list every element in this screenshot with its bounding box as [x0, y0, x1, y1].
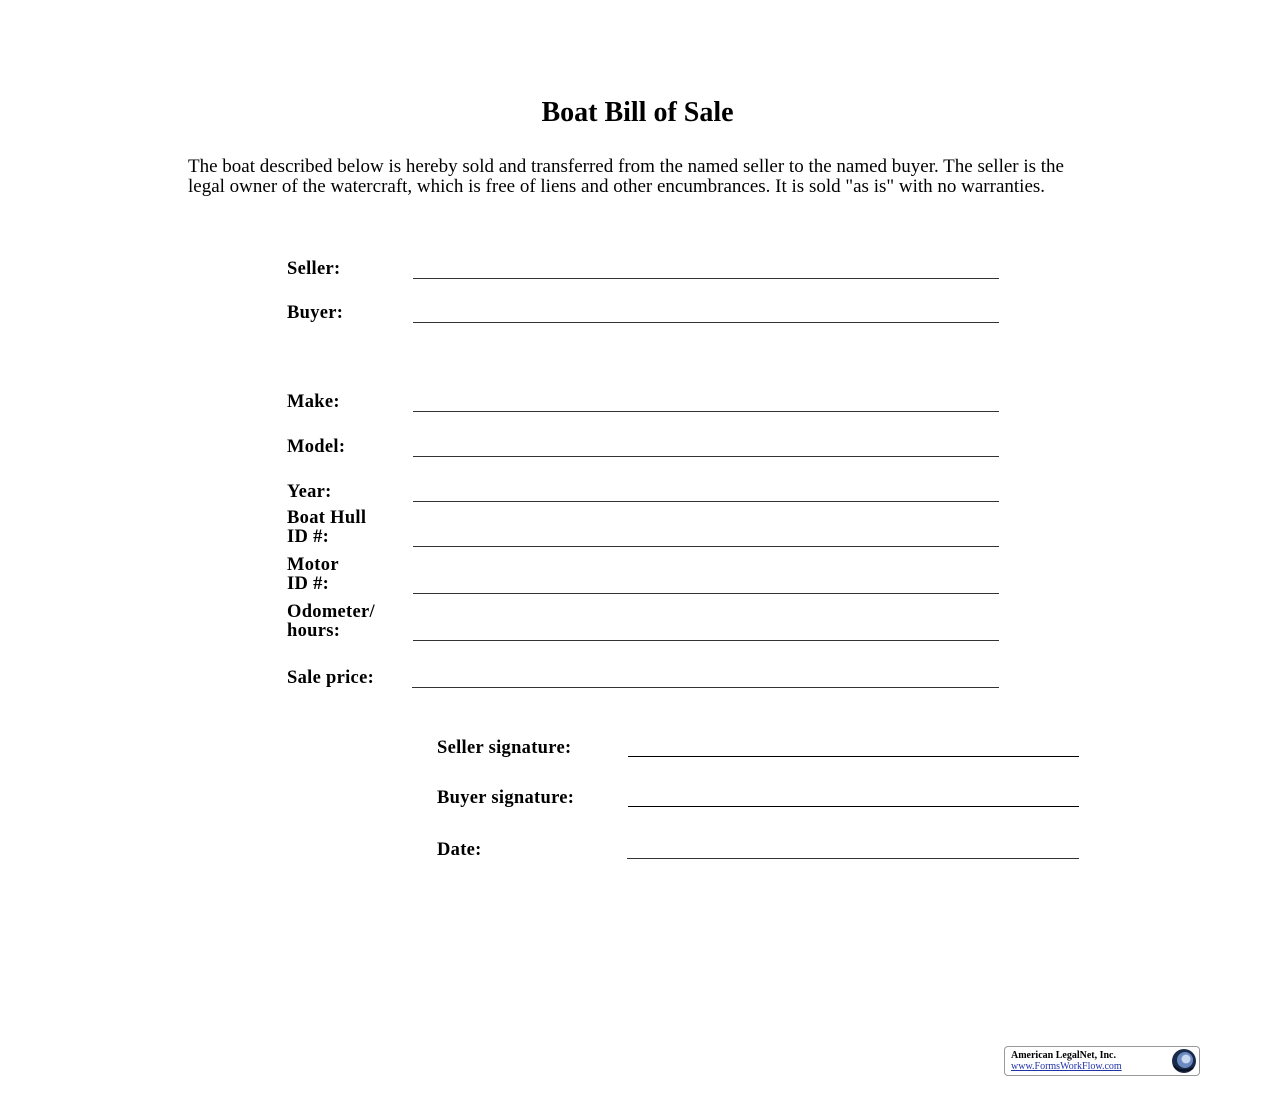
seller-signature-field[interactable] [628, 756, 1079, 757]
year-field[interactable] [413, 501, 999, 502]
seller-field[interactable] [413, 278, 999, 279]
make-label: Make: [287, 392, 340, 412]
date-field[interactable] [627, 858, 1079, 859]
year-label: Year: [287, 482, 332, 502]
hull-id-field[interactable] [413, 546, 999, 547]
globe-logo-icon [1171, 1048, 1197, 1074]
odometer-field[interactable] [413, 640, 999, 641]
buyer-field[interactable] [413, 322, 999, 323]
model-field[interactable] [413, 456, 999, 457]
sale-price-field[interactable] [412, 687, 999, 688]
buyer-signature-label: Buyer signature: [437, 788, 575, 808]
hull-id-label-line1: Boat Hull [287, 508, 367, 528]
seller-label: Seller: [287, 259, 341, 279]
buyer-label: Buyer: [287, 303, 344, 323]
intro-paragraph: The boat described below is hereby sold and transferred from the named seller to the named buyer. The seller is the legal owner of the watercraft, which is free of liens and other encumbrances. It is sold "as is" with no warranties. [188, 156, 1064, 197]
footer-badge [1004, 1046, 1200, 1076]
odometer-label-line1: Odometer/ [287, 602, 375, 622]
motor-id-field[interactable] [413, 593, 999, 594]
website-link[interactable]: www.FormsWorkFlow.com [1011, 1061, 1122, 1072]
sale-price-label: Sale price: [287, 668, 375, 688]
odometer-label-line2: hours: [287, 621, 341, 641]
motor-id-label-line1: Motor [287, 555, 339, 575]
company-name: American LegalNet, Inc. [1011, 1050, 1116, 1061]
date-label: Date: [437, 840, 482, 860]
buyer-signature-field[interactable] [628, 806, 1079, 807]
motor-id-label-line2: ID #: [287, 574, 330, 594]
hull-id-label-line2: ID #: [287, 527, 330, 547]
seller-signature-label: Seller signature: [437, 738, 572, 758]
model-label: Model: [287, 437, 346, 457]
document-title: Boat Bill of Sale [541, 97, 734, 128]
make-field[interactable] [413, 411, 999, 412]
